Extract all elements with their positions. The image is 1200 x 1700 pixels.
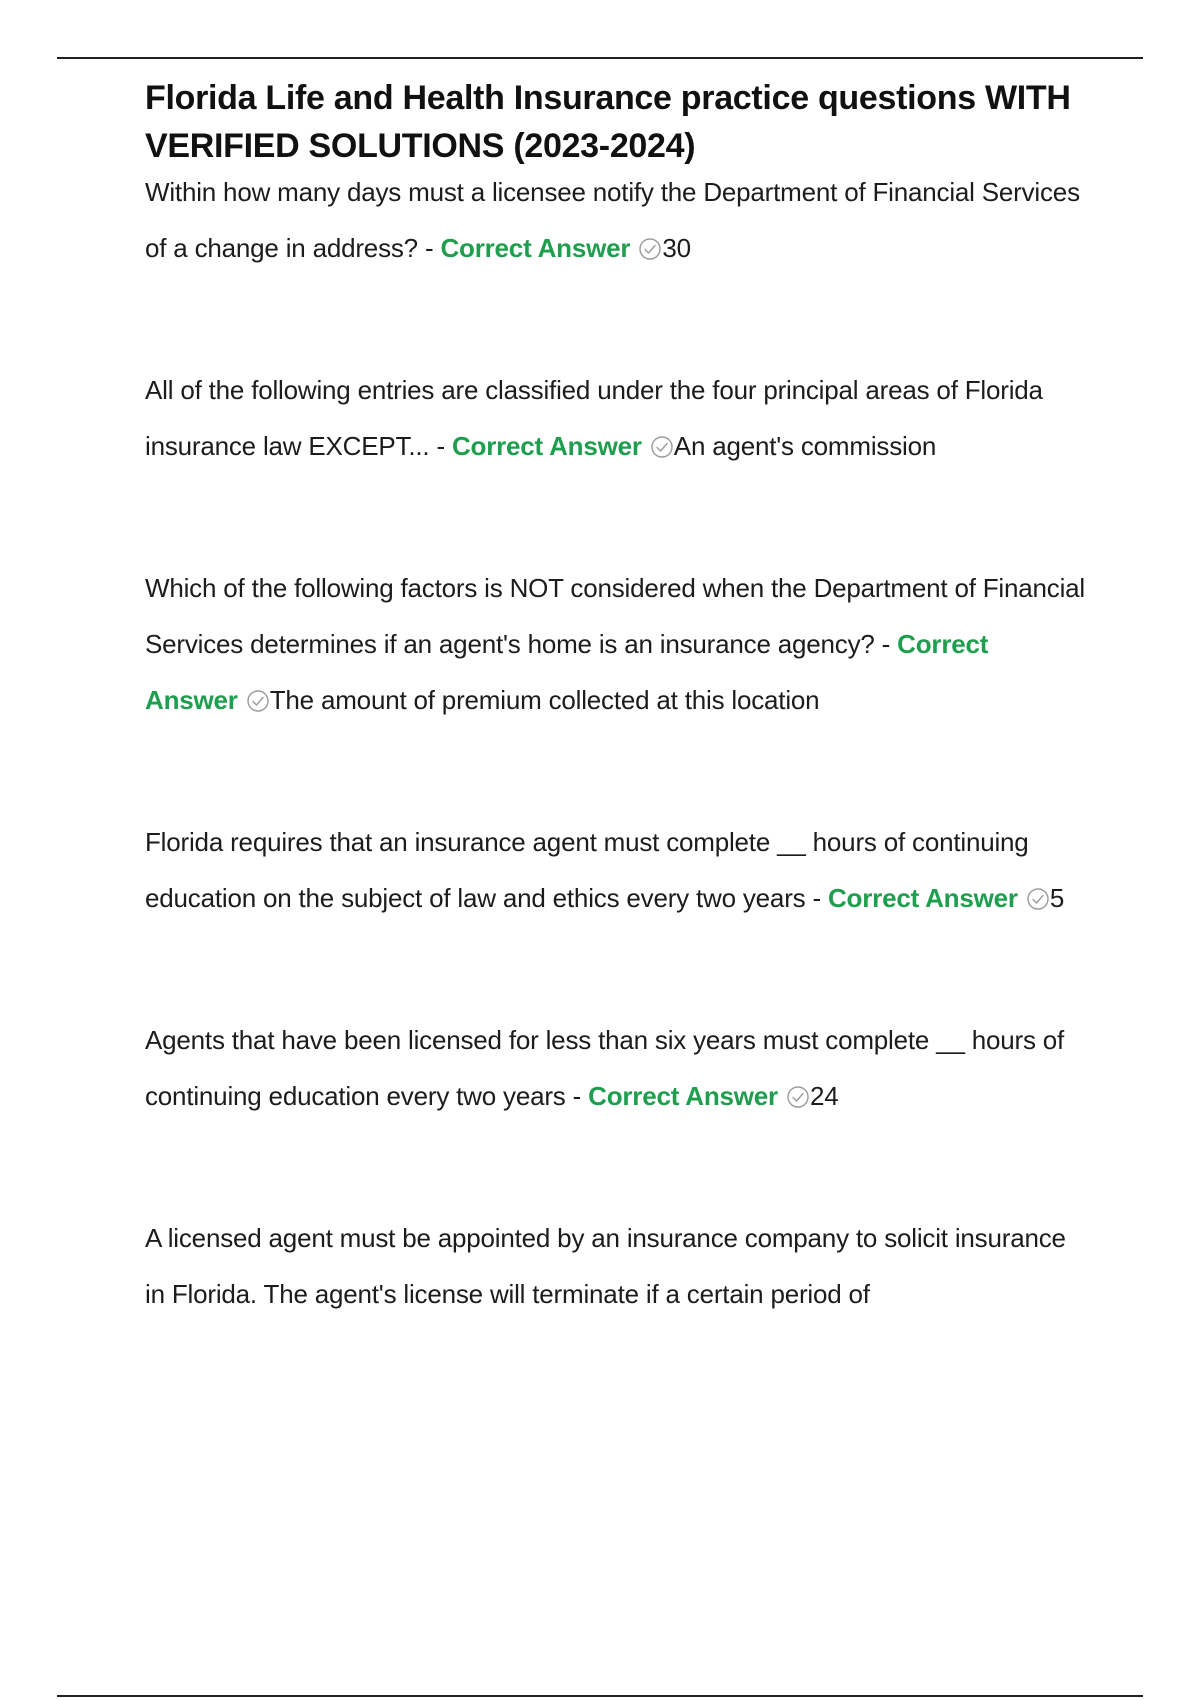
- answer-text: 30: [662, 233, 691, 263]
- check-circle-icon: [246, 689, 270, 713]
- question-text: Which of the following factors is NOT considered when the Department of Financial Services determines if an agent's home is an insurance agency?: [145, 573, 1085, 659]
- qa-item: [145, 1012, 1085, 1124]
- question-text: Agents that have been licensed for less than six years must complete __ hours of continuing education every two years: [145, 1025, 1065, 1111]
- answer-text: 5: [1049, 883, 1065, 913]
- question-text: All of the following entries are classified under the four principal areas of Florida insurance law EXCEPT...: [145, 375, 1043, 461]
- qa-item: [145, 362, 1085, 474]
- question-text: Florida requires that an insurance agent must complete __ hours of continuing education on the subject of law and ethics every two years: [145, 827, 1029, 913]
- bottom-rule: [57, 1695, 1143, 1697]
- separator: -: [429, 431, 452, 461]
- check-circle-icon: [786, 1085, 810, 1109]
- correct-answer-label: Correct Answer: [451, 431, 642, 461]
- qa-item: [145, 814, 1085, 926]
- answer-text: An agent's commission: [673, 431, 937, 461]
- check-circle-icon: [638, 237, 662, 261]
- check-circle-icon: [650, 435, 674, 459]
- qa-item: [145, 560, 1085, 728]
- qa-item-partial: [145, 1210, 1085, 1322]
- answer-text: 24: [809, 1081, 839, 1111]
- question-text: Within how many days must a licensee notify the Department of Financial Services of a change in address?: [145, 177, 1080, 263]
- page-title: Florida Life and Health Insurance practice questions WITH VERIFIED SOLUTIONS (2023-2024): [145, 79, 1071, 165]
- separator: -: [417, 233, 441, 263]
- answer-text: The amount of premium collected at this location: [269, 685, 820, 715]
- question-text: A licensed agent must be appointed by an insurance company to solicit insurance in Florida. The agent's license will terminate if a certain period of: [145, 1223, 1066, 1309]
- separator: -: [565, 1081, 589, 1111]
- correct-answer-label: Correct Answer: [440, 233, 631, 263]
- correct-answer-label: Correct Answer: [145, 629, 989, 715]
- separator: -: [874, 629, 898, 659]
- qa-item: [145, 164, 1085, 276]
- separator: -: [805, 883, 828, 913]
- check-circle-icon: [1026, 887, 1050, 911]
- correct-answer-label: Correct Answer: [827, 883, 1018, 913]
- document-body: [145, 74, 1085, 1322]
- top-rule: [57, 57, 1143, 59]
- correct-answer-label: Correct Answer: [588, 1081, 778, 1111]
